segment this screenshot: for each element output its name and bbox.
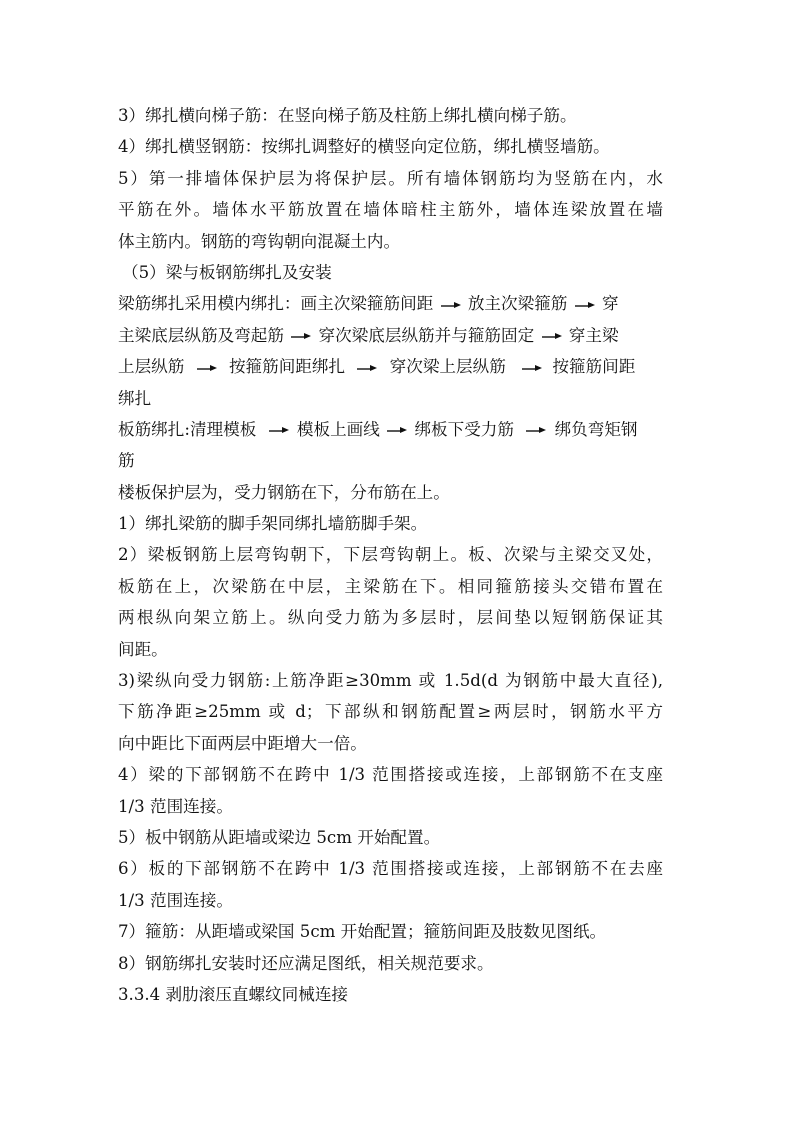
flow-line-beam-1 (118, 288, 663, 319)
paragraph-line: 3)梁纵向受力钢筋:上筋净距≥30mm 或 1.5d(d 为钢筋中最大直径), (118, 671, 663, 691)
flow-line-slab (118, 414, 663, 445)
paragraph-line: 向中距比下面两层中距增大一倍。 (118, 733, 367, 753)
flow-step: 按箍筋间距 (552, 357, 636, 377)
right-arrow-icon (521, 362, 543, 374)
paragraph-line: 下筋净距≥25mm 或 d；下部纵和钢筋配置≥两层时，钢筋水平方 (118, 702, 663, 722)
paragraph-line: 4）梁的下部钢筋不在跨中 1/3 范围搭接或连接，上部钢筋不在支座 (118, 765, 663, 785)
paragraph-line: 1/3 范围连接。 (118, 890, 233, 910)
right-arrow-icon (290, 330, 312, 342)
right-arrow-icon (574, 299, 596, 311)
paragraph-line: 筋 (118, 451, 135, 471)
flow-step: 放主次梁箍筋 (467, 294, 568, 314)
flow-step: 板筋绑扎:清理模板 (118, 419, 257, 439)
flow-step: 上层纵筋 (118, 357, 185, 377)
flow-step: 模板上画线 (296, 419, 380, 439)
flow-step: 主梁底层纵筋及弯起筋 (118, 325, 284, 345)
paragraph-line: 3）绑扎横向梯子筋：在竖向梯子筋及柱筋上绑扎横向梯子筋。 (118, 106, 577, 125)
right-arrow-icon (386, 424, 408, 436)
right-arrow-icon (525, 424, 547, 436)
paragraph-line: 5）第一排墙体保护层为将保护层。所有墙体钢筋均为竖筋在内，水 (118, 168, 663, 188)
paragraph-line: 板筋在上，次梁筋在中层，主梁筋在下。相同箍筋接头交错布置在 (118, 576, 663, 596)
paragraph-line: 7）箍筋：从距墙或梁国 5cm 开始配置；箍筋间距及肢数见图纸。 (118, 922, 607, 942)
paragraph-line: 2）梁板钢筋上层弯钩朝下，下层弯钩朝上。板、次梁与主梁交叉处， (118, 545, 663, 565)
right-arrow-icon (268, 424, 290, 436)
flow-step: 绑负弯矩钢 (554, 419, 638, 439)
paragraph-line: 1/3 范围连接。 (118, 796, 233, 816)
flow-step: 穿次梁底层纵筋并与箍筋固定 (318, 325, 535, 345)
flow-line-beam-2 (118, 320, 663, 351)
paragraph-line: 4）绑扎横竖钢筋：按绑扎调整好的横竖向定位筋，绑扎横竖墙筋。 (118, 137, 610, 157)
section-heading: （5）梁与板钢筋绑扎及安装 (122, 262, 332, 282)
paragraph-line: 8）钢筋绑扎安装时还应满足图纸，相关规范要求。 (118, 953, 494, 973)
paragraph-line: 体主筋内。钢筋的弯钩朝向混凝土内。 (118, 231, 401, 251)
flow-step: 穿主梁 (568, 325, 619, 345)
paragraph-line: 平筋在外。墙体水平筋放置在墙体暗柱主筋外，墙体连梁放置在墙 (118, 200, 663, 220)
flow-line-beam-3 (118, 351, 663, 382)
paragraph-line: 楼板保护层为，受力钢筋在下，分布筋在上。 (118, 482, 450, 502)
paragraph-line: 绑扎 (118, 388, 152, 408)
right-arrow-icon (440, 299, 462, 311)
flow-step: 穿 (601, 294, 619, 314)
flow-step: 穿次梁上层纵筋 (389, 357, 506, 377)
paragraph-line: 两根纵向架立筋上。纵向受力筋为多层时，层间垫以短钢筋保证其 (118, 608, 663, 628)
right-arrow-icon (356, 362, 378, 374)
paragraph-line: 5）板中钢筋从距墙或梁边 5cm 开始配置。 (118, 827, 441, 847)
section-heading: 3.3.4 剥肋滚压直螺纹同械连接 (118, 984, 349, 1004)
paragraph-line: 间距。 (118, 639, 168, 659)
flow-step: 梁筋绑扎采用模内绑扎：画主次梁箍筋间距 (118, 294, 434, 314)
document-body (118, 100, 663, 1010)
flow-step: 按箍筋间距绑扎 (228, 357, 346, 377)
paragraph-line: 6）板的下部钢筋不在跨中 1/3 范围搭接或连接，上部钢筋不在去座 (118, 859, 663, 879)
paragraph-line: 1）绑扎梁筋的脚手架同绑扎墙筋脚手架。 (118, 514, 428, 534)
right-arrow-icon (196, 362, 218, 374)
right-arrow-icon (541, 330, 563, 342)
flow-step: 绑板下受力筋 (414, 419, 514, 439)
